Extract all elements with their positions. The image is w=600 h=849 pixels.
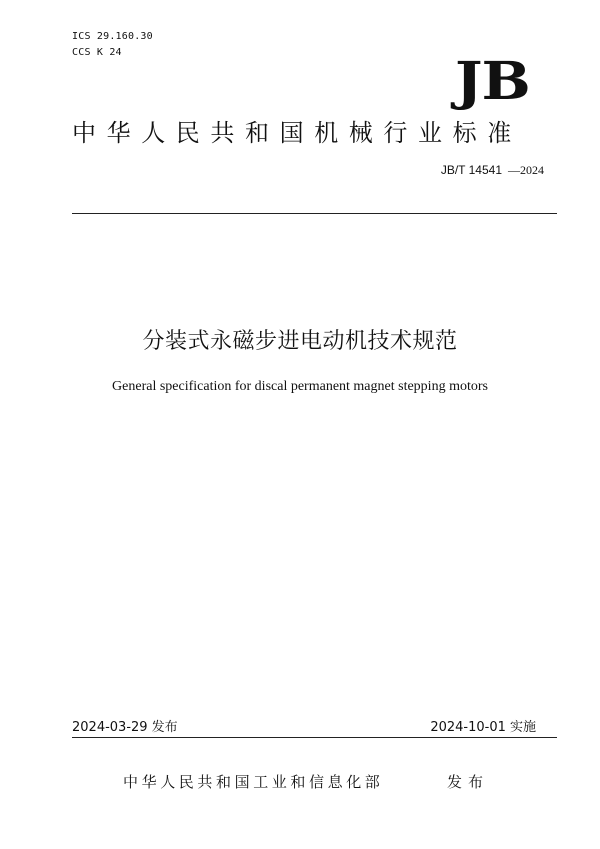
implementation-date: 2024-10-01 实施 (430, 720, 536, 735)
header-divider (72, 213, 557, 214)
industry-standard-title: 中华人民共和国机械行业标准 (72, 119, 522, 147)
standard-number (441, 162, 544, 178)
standard-logo: JB (455, 51, 530, 112)
document-title-english: General specification for discal permanent magnet stepping motors (112, 379, 488, 394)
issue-date: 2024-03-29 发布 (72, 720, 178, 735)
standard-code: JB/T 14541 (440, 163, 502, 177)
issue-label: 发布 (447, 773, 490, 791)
document-title-chinese: 分装式永磁步进电动机技术规范 (142, 329, 458, 354)
ccs-code: CCS K 24 (72, 47, 122, 58)
footer-divider (72, 737, 557, 738)
issuing-authority: 中华人民共和国工业和信息化部 (123, 773, 384, 791)
ics-code: ICS 29.160.30 (72, 31, 153, 42)
standard-year: —2024 (508, 163, 544, 177)
